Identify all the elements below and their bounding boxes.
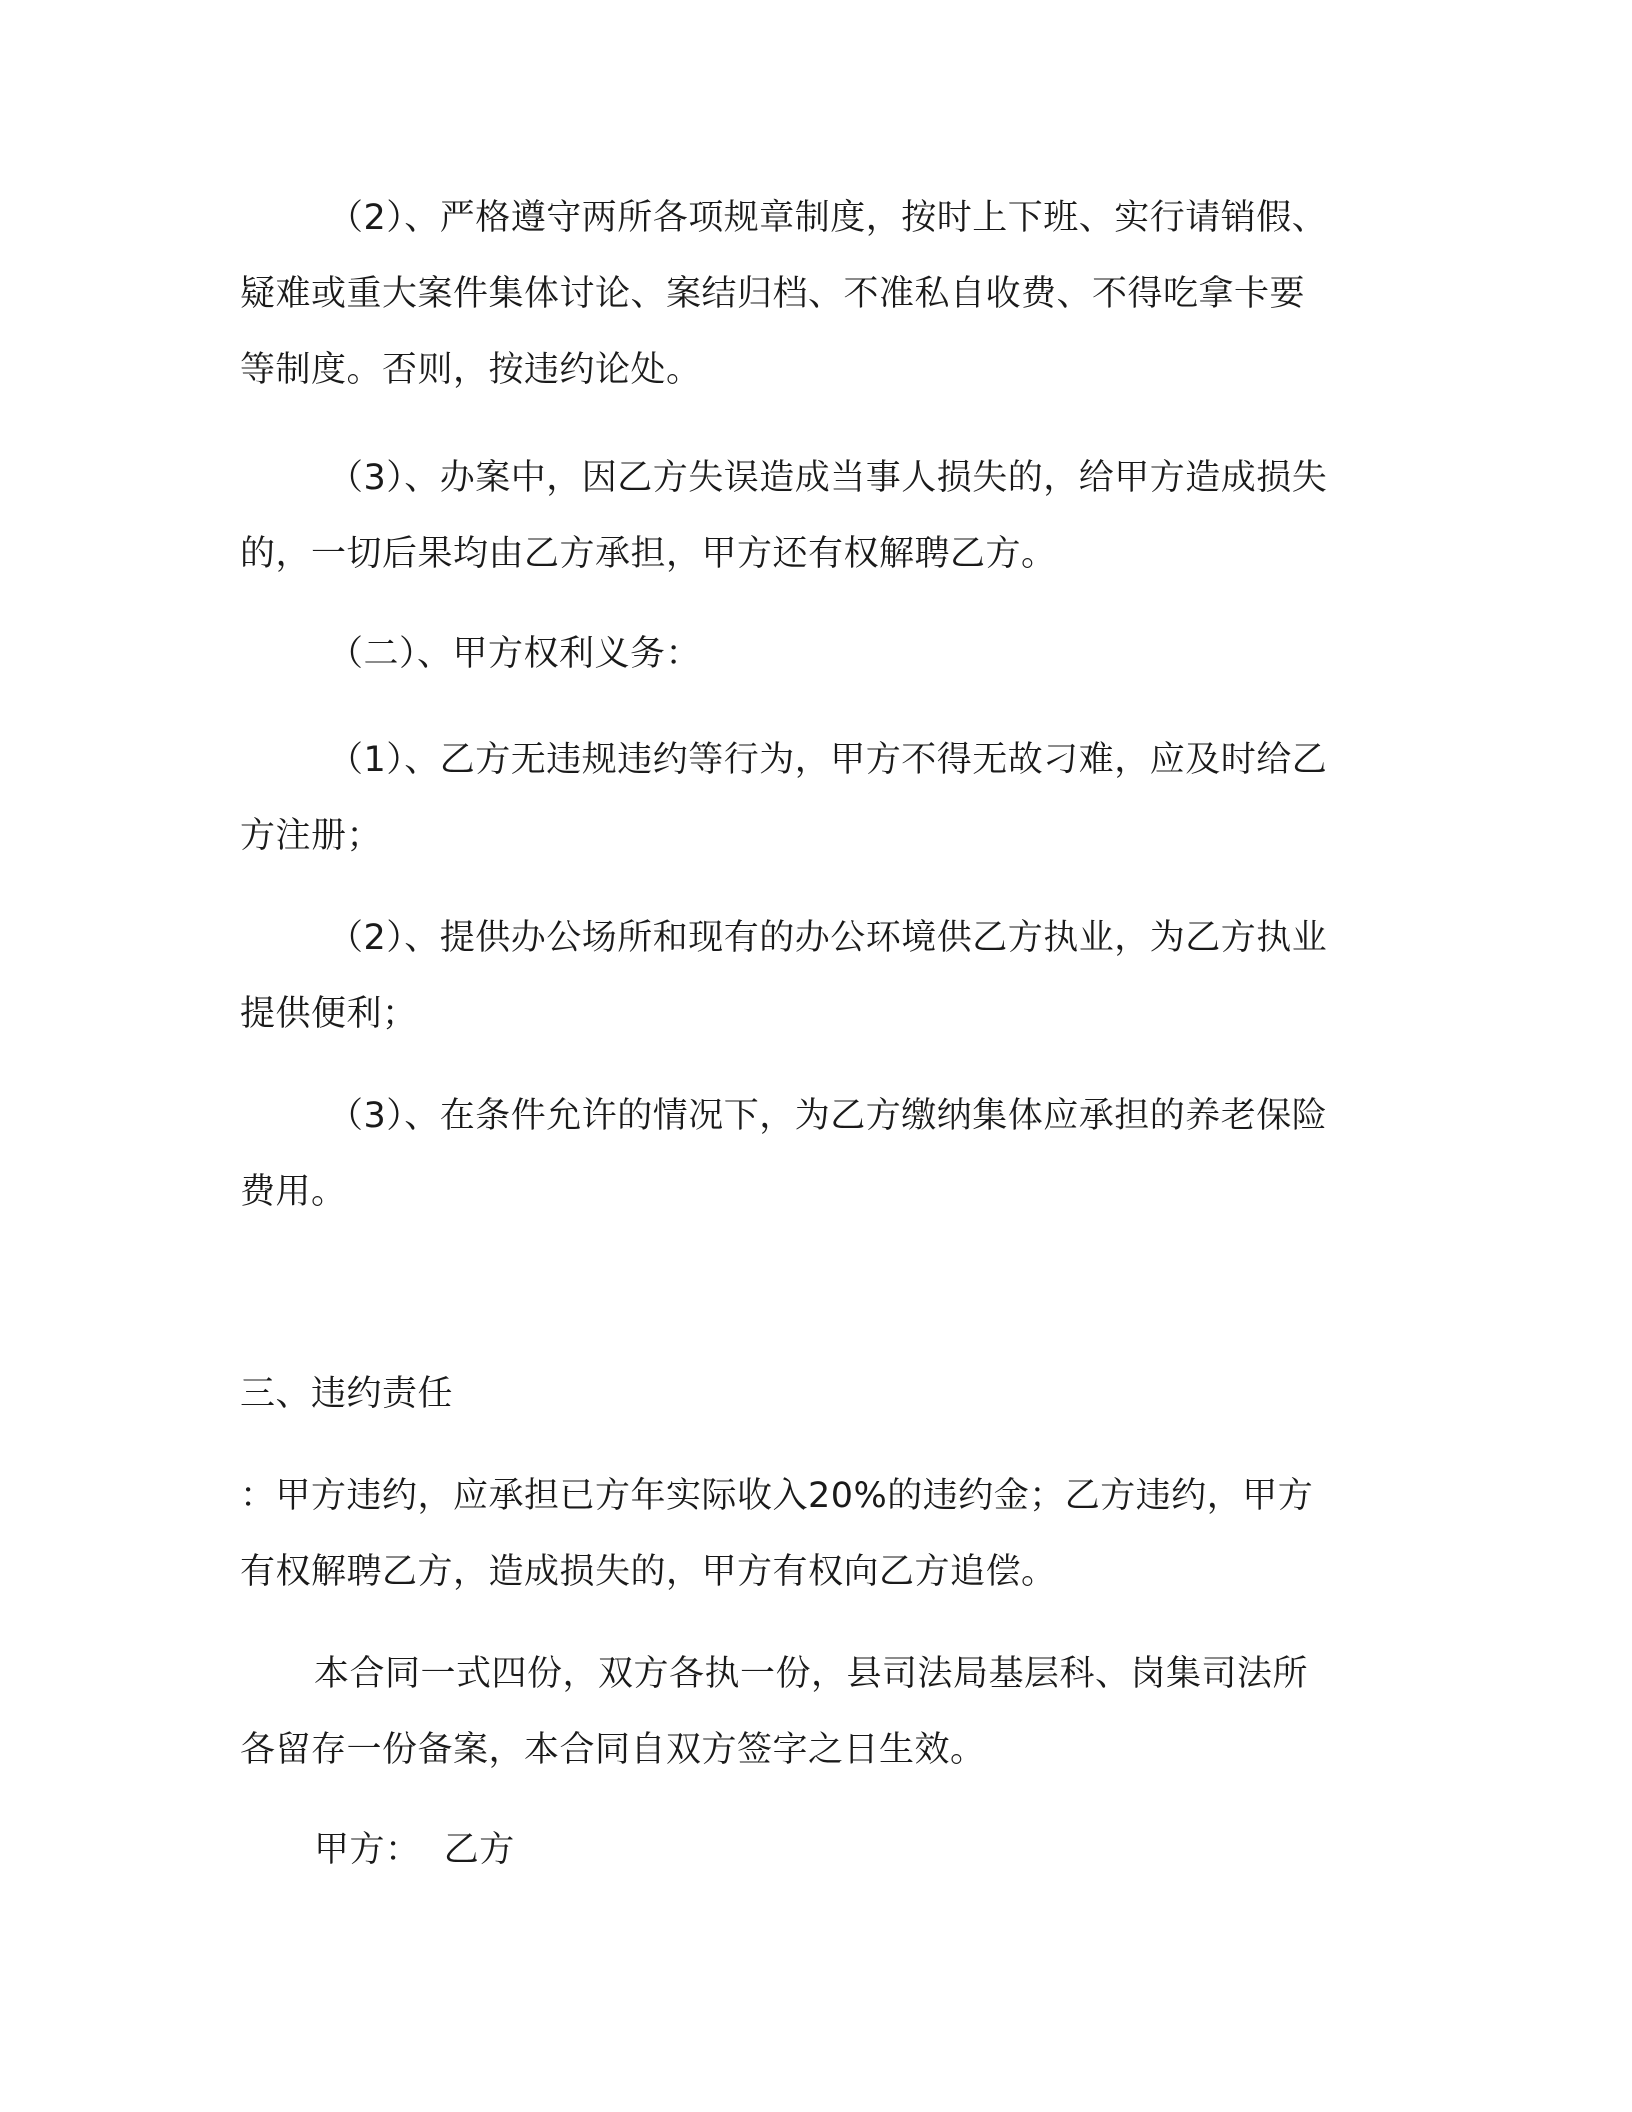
clause-a3 <box>240 440 1390 592</box>
text-line: 费用。 <box>240 1172 347 1212</box>
clause-b2 <box>240 900 1390 1052</box>
text-line: （二）、甲方权利义务： <box>328 634 702 674</box>
text-line: 各留存一份备案，本合同自双方签字之日生效。 <box>240 1730 986 1770</box>
text-line: 三、违约责任 <box>240 1374 454 1414</box>
text-line: （3）、办案中，因乙方失误造成当事人损失的，给甲方造成损失 <box>328 458 1328 498</box>
section-heading-3 <box>240 1356 1390 1432</box>
text-line: （2）、严格遵守两所各项规章制度，按时上下班、实行请销假、 <box>328 198 1328 238</box>
section-heading-2 <box>240 616 1390 692</box>
text-line: 甲方： 乙方 <box>314 1830 515 1870</box>
text-line: 提供便利； <box>240 994 418 1034</box>
text-line: 等制度。否则，按违约论处。 <box>240 350 702 390</box>
text-line: 有权解聘乙方，造成损失的，甲方有权向乙方追偿。 <box>240 1552 1057 1592</box>
text-line: （3）、在条件允许的情况下，为乙方缴纳集体应承担的养老保险 <box>328 1096 1328 1136</box>
text-line: 的，一切后果均由乙方承担，甲方还有权解聘乙方。 <box>240 534 1057 574</box>
text-line: ：甲方违约，应承担已方年实际收入20%的违约金；乙方违约，甲方 <box>240 1476 1314 1516</box>
liability-clause <box>240 1458 1390 1610</box>
text-line: 本合同一式四份，双方各执一份，县司法局基层科、岗集司法所 <box>314 1654 1309 1694</box>
text-line: （2）、提供办公场所和现有的办公环境供乙方执业，为乙方执业 <box>328 918 1328 958</box>
signature-line <box>240 1812 1390 1888</box>
copies-clause <box>240 1636 1390 1788</box>
text-line: 疑难或重大案件集体讨论、案结归档、不准私自收费、不得吃拿卡要 <box>240 274 1306 314</box>
text-line: （1）、乙方无违规违约等行为，甲方不得无故刁难，应及时给乙 <box>328 740 1328 780</box>
clause-a2 <box>240 180 1390 408</box>
text-line: 方注册； <box>240 816 383 856</box>
clause-b3 <box>240 1078 1390 1230</box>
clause-b1 <box>240 722 1390 874</box>
